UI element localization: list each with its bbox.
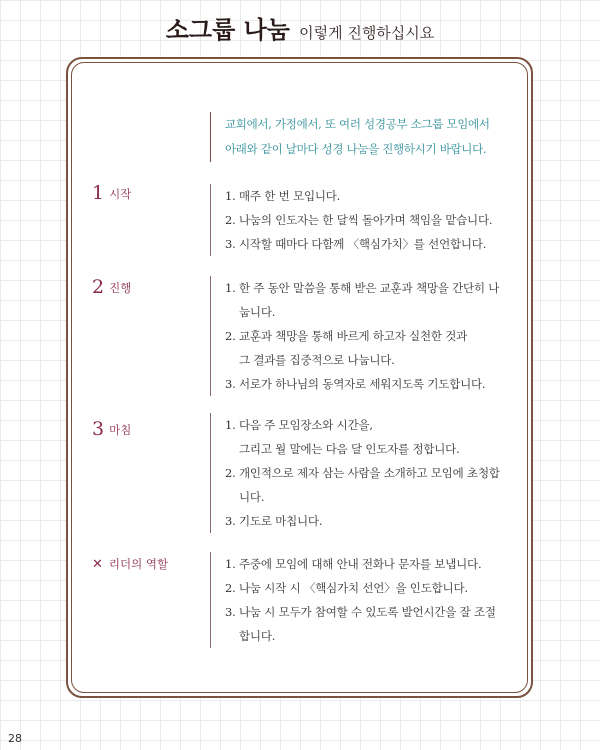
page-title: 소그룹 나눔 <box>165 16 290 44</box>
section-number: 2 <box>92 276 105 298</box>
list-item: 1. 다음 주 모임장소와 시간을, <box>225 418 373 432</box>
list-item: 2. 나눔의 인도자는 한 달씩 돌아가며 책임을 맡습니다. <box>225 213 493 227</box>
list-item: 1. 한 주 동안 말씀을 통해 받은 교훈과 책망을 간단히 나 <box>225 281 500 295</box>
list-item: 3. 기도로 마칩니다. <box>225 514 323 528</box>
section-label-progress <box>92 276 131 298</box>
intro-text <box>210 112 545 162</box>
list-item: 2. 교훈과 책망을 통해 바르게 하고자 실천한 것과 <box>225 329 468 343</box>
page-header <box>0 10 600 46</box>
list-item: 2. 나눔 시작 시 〈핵심가치 선언〉을 인도합니다. <box>225 581 468 595</box>
section-number: 3 <box>92 418 105 440</box>
section-label-close <box>92 418 131 440</box>
list-item: 3. 나눔 시 모두가 참여할 수 있도록 발언시간을 잘 조절 <box>225 605 496 619</box>
section-list-leader-role <box>210 552 535 648</box>
page-subtitle: 이렇게 진행하십시요 <box>299 24 435 42</box>
list-item-continuation: 눕니다. <box>239 305 276 319</box>
list-item: 2. 개인적으로 제자 삼는 사람을 소개하고 모임에 초청합 <box>225 466 500 480</box>
section-list-start <box>210 184 535 256</box>
list-item-continuation: 그 결과를 집중적으로 나눕니다. <box>239 353 395 367</box>
list-item-continuation: 니다. <box>239 490 265 504</box>
list-item-continuation: 합니다. <box>239 629 276 643</box>
section-title: 리더의 역할 <box>108 557 169 571</box>
list-item: 3. 서로가 하나님의 동역자로 세워지도록 기도합니다. <box>225 377 486 391</box>
intro-line: 아래와 같이 날마다 성경 나눔을 진행하시기 바랍니다. <box>225 142 487 156</box>
section-list-close <box>210 413 535 533</box>
list-item: 1. 주중에 모임에 대해 안내 전화나 문자를 보냅니다. <box>225 557 482 571</box>
section-list-progress <box>210 276 535 396</box>
section-title: 진행 <box>109 281 132 295</box>
section-label-leader-role <box>92 556 168 572</box>
section-label-start <box>92 182 131 204</box>
section-title: 마침 <box>109 423 132 437</box>
section-number: 1 <box>92 182 105 204</box>
page-number: 28 <box>8 732 22 745</box>
list-item-continuation: 그리고 월 말에는 다음 달 인도자를 정합니다. <box>239 442 460 456</box>
list-item: 1. 매주 한 번 모입니다. <box>225 189 341 203</box>
intro-line: 교회에서, 가정에서, 또 여러 성경공부 소그룹 모임에서 <box>225 117 490 131</box>
cross-mark-icon: ✕ <box>92 557 103 572</box>
list-item: 3. 시작할 때마다 다함께 〈핵심가치〉를 선언합니다. <box>225 237 487 251</box>
section-title: 시작 <box>109 187 132 201</box>
